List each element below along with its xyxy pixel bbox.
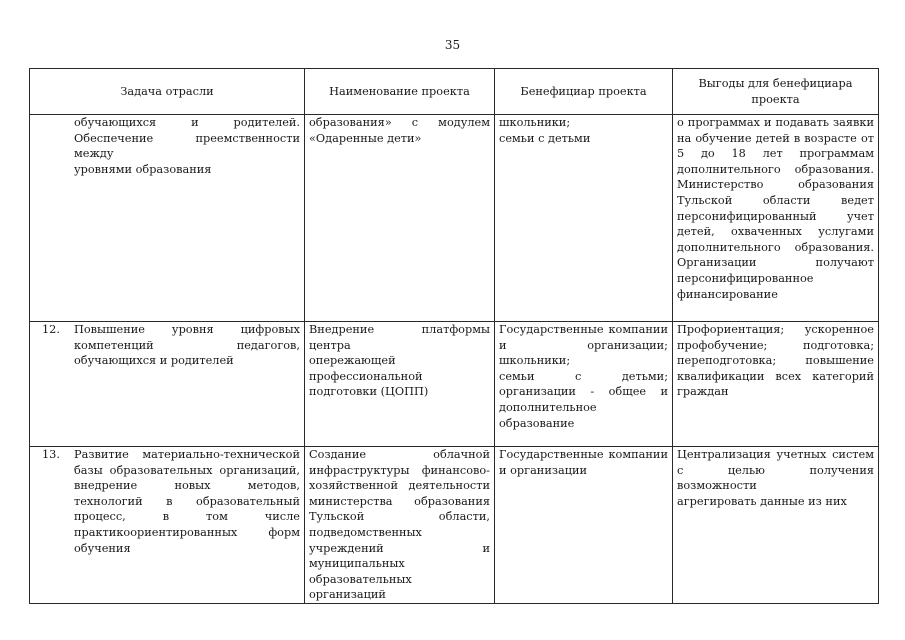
cell-task: [30, 447, 305, 604]
cell-beneficiary: [495, 115, 673, 322]
project-line: профессиональной: [309, 369, 423, 383]
project-line: «Одаренные дети»: [309, 131, 422, 145]
benefits-line: Централизация учетных систем: [677, 448, 874, 461]
cell-beneficiary: [495, 322, 673, 447]
benefits-line: агрегировать данные из них: [677, 494, 847, 508]
benefits-line: дополнительного образования.: [677, 162, 874, 176]
task-line: обучения: [74, 541, 131, 555]
benefits-line: о программах и подавать заявки: [677, 116, 874, 129]
cell-task: [30, 322, 305, 447]
project-line: министерства образования: [309, 494, 490, 508]
projects-table: [29, 68, 879, 604]
cell-benefits: [673, 447, 879, 604]
benefits-line: персонифицированное: [677, 271, 814, 285]
benefits-line: 5 до 18 лет программам: [677, 147, 874, 161]
task-line: практикоориентированных форм: [74, 525, 300, 539]
beneficiary-line: семьи с детьми: [499, 131, 591, 145]
table-header-row: [30, 69, 879, 115]
benefits-line: Организации получают: [677, 256, 874, 270]
header-project: Наименование проекта: [305, 69, 495, 115]
project-line: подведомственных: [309, 525, 422, 539]
beneficiary-line: и организации;: [499, 338, 668, 352]
project-line: Тульской области,: [309, 510, 490, 524]
project-line: подготовки (ЦОПП): [309, 385, 429, 399]
header-beneficiary: Бенефициар проекта: [495, 69, 673, 115]
task-text: [74, 322, 300, 369]
cell-project: [305, 115, 495, 322]
row-number: [34, 115, 74, 177]
row-number: 13.: [42, 448, 60, 461]
benefits-line: на обучение детей в возрасте от: [677, 131, 874, 145]
beneficiary-line: Государственные компании: [499, 448, 668, 461]
header-benefits: Выгоды для бенефициара проекта: [673, 69, 879, 115]
task-line: обучающихся и родителей: [74, 354, 234, 368]
task-line: технологий в образовательный: [74, 494, 300, 508]
row-number: 12.: [42, 323, 60, 336]
header-task: Задача отрасли: [30, 69, 305, 115]
benefits-line: Тульской области ведет: [677, 193, 874, 207]
task-line: базы образовательных организаций,: [74, 463, 300, 477]
task-line: уровнями образования: [74, 162, 212, 176]
project-line: опережающей: [309, 354, 396, 368]
beneficiary-line: организации - общее и: [499, 385, 668, 399]
cell-benefits: [673, 115, 879, 322]
benefits-line: детей, охваченных услугами: [677, 225, 874, 239]
cell-project: [305, 322, 495, 447]
task-text: [74, 115, 300, 177]
benefits-line: переподготовка; повышение: [677, 354, 874, 368]
cell-task: [30, 115, 305, 322]
task-line: Развитие материально-технической: [74, 448, 300, 461]
table-row: [30, 447, 879, 604]
benefits-line: граждан: [677, 385, 729, 399]
beneficiary-line: и организации: [499, 463, 588, 477]
benefits-line: Профориентация; ускоренное: [677, 323, 874, 336]
cell-beneficiary: [495, 447, 673, 604]
task-line: Повышение уровня цифровых: [74, 323, 300, 336]
benefits-line: профобучение; подготовка;: [677, 338, 874, 352]
beneficiary-line: Государственные компании: [499, 323, 668, 336]
project-line: образовательных организаций: [309, 572, 412, 602]
project-line: хозяйственной деятельности: [309, 479, 490, 493]
table-row: [30, 115, 879, 322]
project-line: инфраструктуры финансово-: [309, 463, 490, 477]
beneficiary-line: школьники;: [499, 354, 571, 368]
cell-project: [305, 447, 495, 604]
project-line: Создание облачной: [309, 448, 490, 461]
benefits-line: квалификации всех категорий: [677, 369, 874, 383]
project-line: образования» с модулем: [309, 116, 490, 129]
beneficiary-line: семьи с детьми;: [499, 369, 668, 383]
benefits-line: Министерство образования: [677, 178, 874, 192]
benefits-line: с целью получения возможности: [677, 463, 874, 493]
table-row: [30, 322, 879, 447]
beneficiary-line: образование: [499, 416, 575, 430]
beneficiary-line: дополнительное: [499, 400, 597, 414]
task-line: внедрение новых методов,: [74, 479, 300, 493]
project-line: муниципальных: [309, 557, 405, 571]
benefits-line: дополнительного образования.: [677, 240, 874, 254]
cell-benefits: [673, 322, 879, 447]
benefits-line: персонифицированный учет: [677, 209, 874, 223]
task-line: обучающихся и родителей.: [74, 116, 300, 129]
beneficiary-line: школьники;: [499, 116, 571, 129]
task-text: [74, 447, 300, 556]
task-line: Обеспечение преемственности между: [74, 131, 300, 161]
page-number: 35: [444, 38, 461, 52]
project-line: учреждений и: [309, 541, 490, 555]
benefits-line: финансирование: [677, 287, 778, 301]
task-line: компетенций педагогов,: [74, 338, 300, 352]
project-line: Внедрение платформы центра: [309, 323, 490, 352]
task-line: процесс, в том числе: [74, 510, 300, 524]
